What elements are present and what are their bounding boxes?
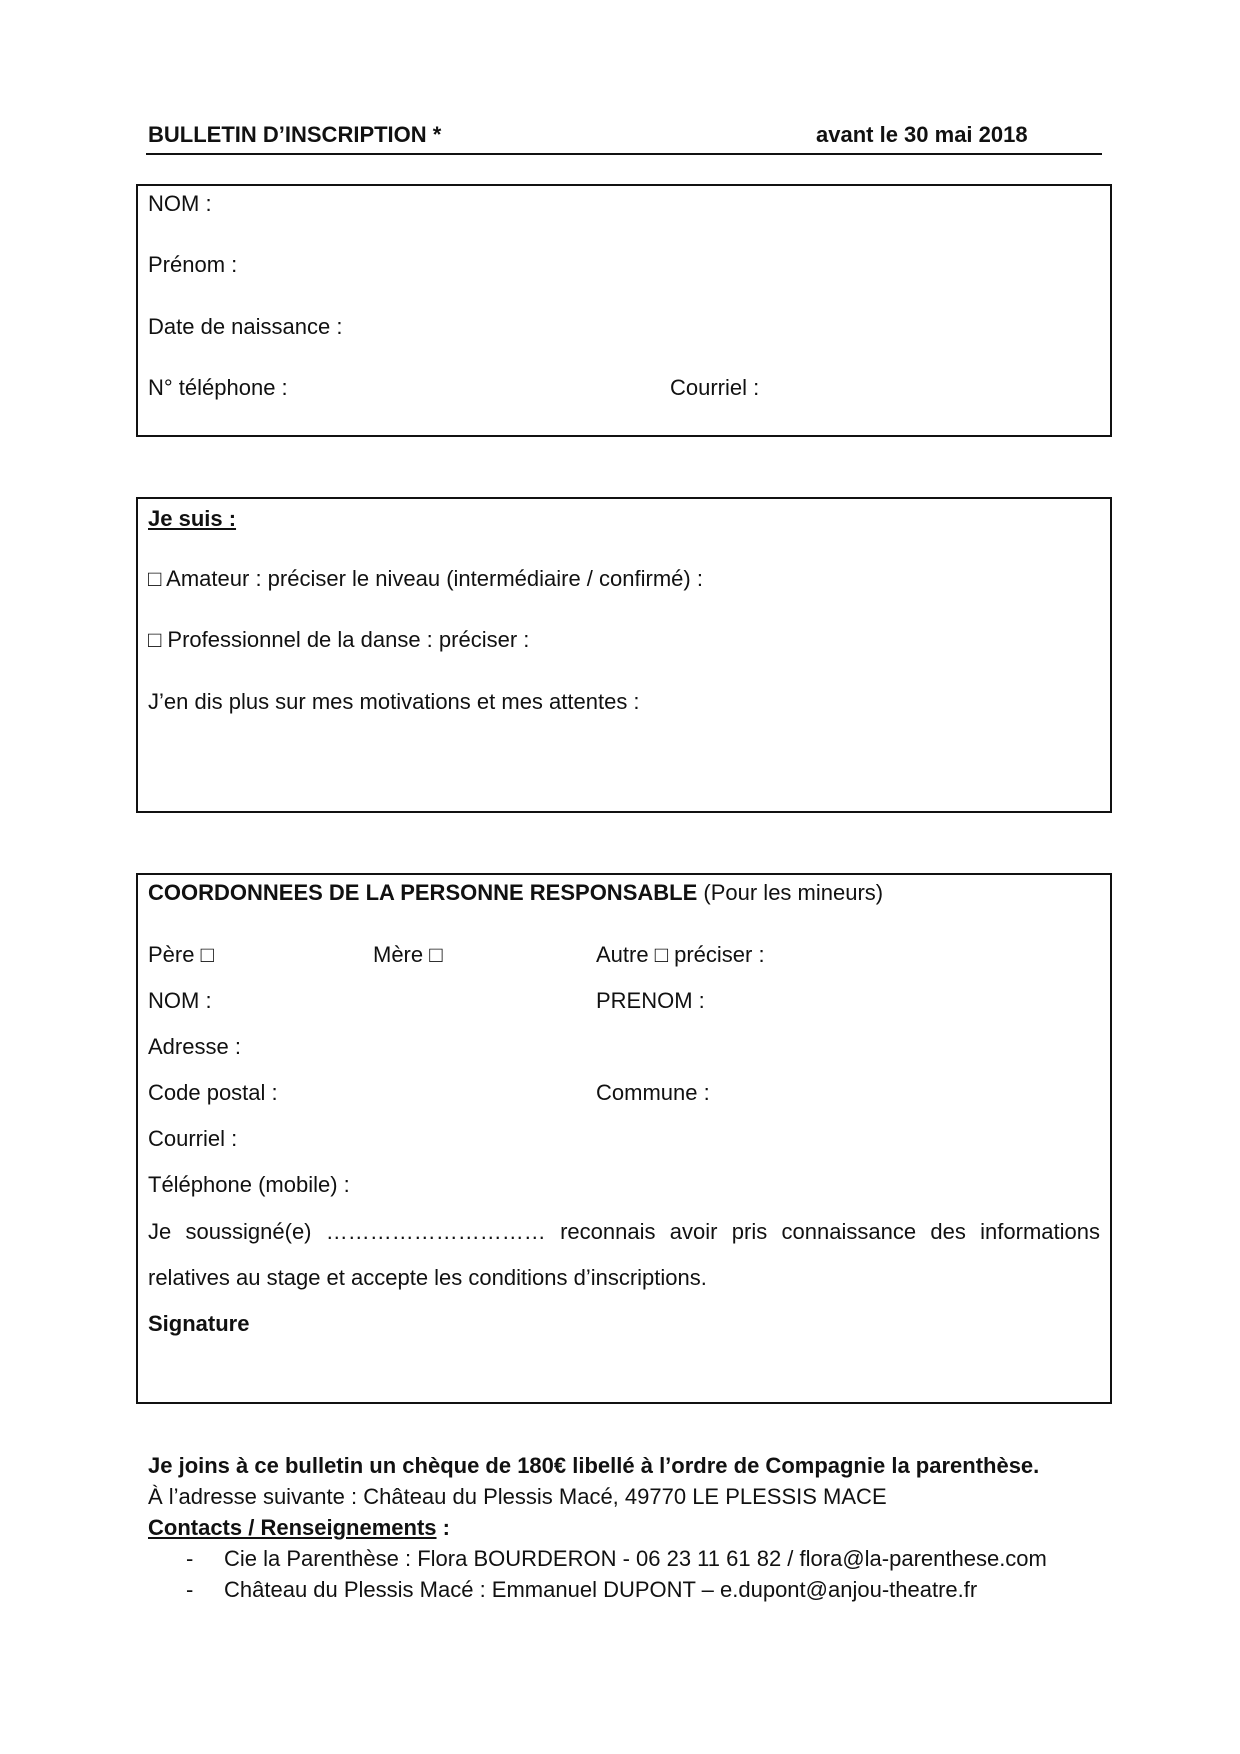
courriel-label: Courriel : (670, 375, 760, 400)
statement-word: pris (731, 1219, 768, 1244)
status-heading: Je suis : (148, 506, 237, 531)
statement-word: connaissance (781, 1219, 917, 1244)
statement-word: avoir (669, 1219, 718, 1244)
statement-word: reconnais (560, 1219, 656, 1244)
adresse-label: Adresse : (148, 1034, 241, 1059)
statement-line-1 (148, 1219, 1100, 1245)
guardian-heading-title: COORDONNEES DE LA PERSONNE RESPONSABLE (148, 880, 698, 905)
payment-note: Je joins à ce bulletin un chèque de 180€ libellé à l’ordre de Compagnie la parenthèse. (148, 1453, 1040, 1478)
contacts-list (180, 1543, 1047, 1605)
telephone-label: N° téléphone : (148, 375, 288, 400)
deadline: avant le 30 mai 2018 (816, 122, 1028, 147)
list-item: - Cie la Parenthèse : Flora BOURDERON - 06 23 11 61 82 / flora@la-parenthese.com (186, 1546, 1047, 1571)
pere-checkbox[interactable]: Père □ (148, 942, 214, 967)
contact-text: Château du Plessis Macé : Emmanuel DUPONT – e.dupont@anjou-theatre.fr (224, 1577, 978, 1602)
contacts-heading (148, 1515, 450, 1541)
payment-address: À l’adresse suivante : Château du Plessis Macé, 49770 LE PLESSIS MACE (148, 1484, 887, 1509)
statement-line-2: relatives au stage et accepte les conditions d’inscriptions. (148, 1265, 707, 1290)
statement-word: soussigné(e) (185, 1219, 312, 1244)
code-postal-label: Code postal : (148, 1080, 278, 1105)
contacts-heading-colon: : (436, 1515, 450, 1540)
guardian-heading (148, 880, 883, 906)
contacts-heading-title: Contacts / Renseignements (148, 1515, 437, 1540)
prenom-label: Prénom : (148, 252, 238, 277)
nom-label: NOM : (148, 191, 212, 216)
guardian-courriel-label: Courriel : (148, 1126, 238, 1151)
header-rule (146, 153, 1102, 155)
motivations-label: J’en dis plus sur mes motivations et mes attentes : (148, 689, 640, 714)
status-box (136, 497, 1112, 813)
date-naissance-label: Date de naissance : (148, 314, 343, 339)
autre-checkbox[interactable]: Autre □ préciser : (596, 942, 765, 967)
mere-checkbox[interactable]: Mère □ (373, 942, 443, 967)
list-item: - Château du Plessis Macé : Emmanuel DUPONT – e.dupont@anjou-theatre.fr (186, 1577, 978, 1602)
statement-word: ………………………… (325, 1219, 546, 1244)
signature-label: Signature (148, 1311, 250, 1336)
contact-text: Cie la Parenthèse : Flora BOURDERON - 06 23 11 61 82 / flora@la-parenthese.com (224, 1546, 1047, 1571)
statement-word: informations (980, 1219, 1100, 1244)
statement-word: des (930, 1219, 966, 1244)
guardian-nom-label: NOM : (148, 988, 212, 1013)
professionnel-checkbox[interactable]: □ Professionnel de la danse : préciser : (148, 627, 530, 652)
guardian-telephone-label: Téléphone (mobile) : (148, 1172, 350, 1197)
form-title: BULLETIN D’INSCRIPTION * (148, 122, 442, 147)
commune-label: Commune : (596, 1080, 710, 1105)
amateur-checkbox[interactable]: □ Amateur : préciser le niveau (intermédiaire / confirmé) : (148, 566, 703, 591)
guardian-prenom-label: PRENOM : (596, 988, 705, 1013)
guardian-heading-note: (Pour les mineurs) (703, 880, 884, 905)
statement-word: Je (148, 1219, 172, 1244)
